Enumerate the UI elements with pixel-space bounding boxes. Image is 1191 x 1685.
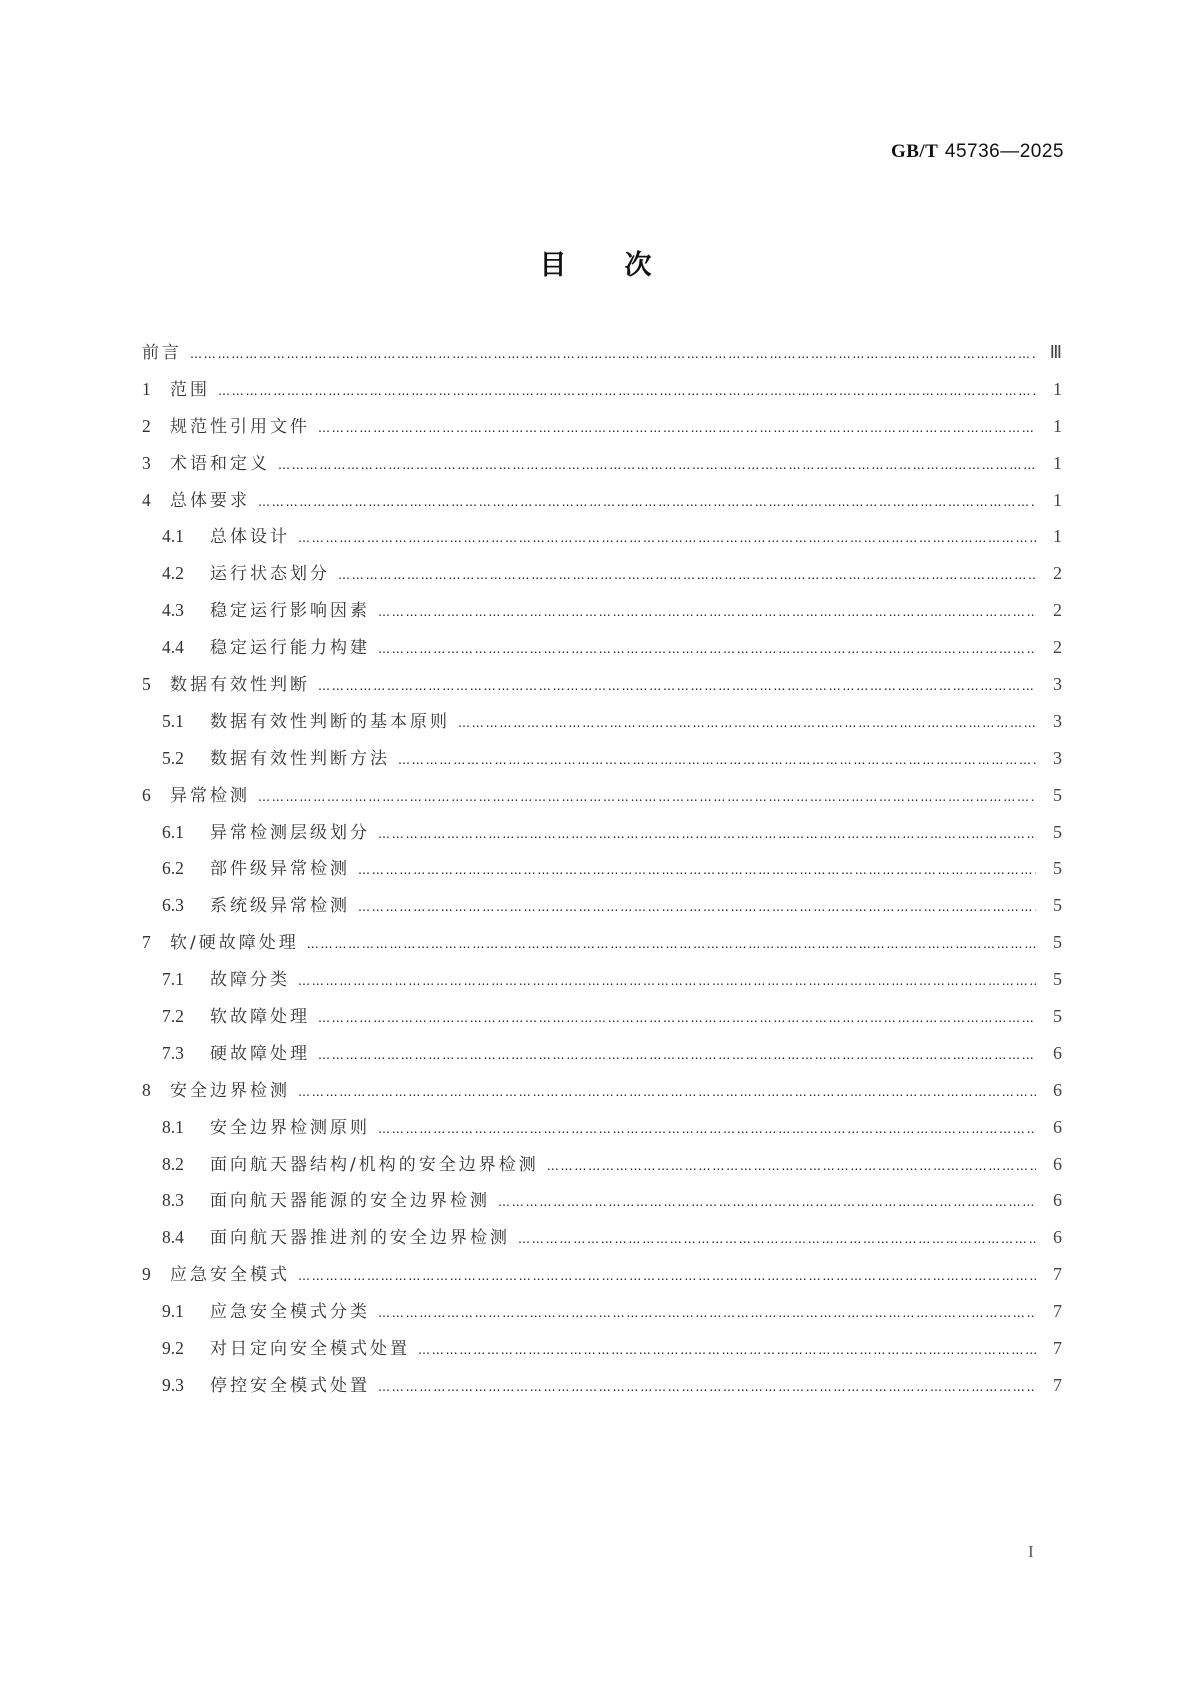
toc-entry-page: 6	[1053, 1079, 1062, 1100]
toc-entry-title[interactable]: 安全边界检测原则	[210, 1117, 370, 1138]
table-of-contents	[142, 338, 1062, 1408]
toc-entry[interactable]	[142, 1223, 1062, 1260]
dot-leader	[418, 1343, 1036, 1357]
dot-leader	[258, 790, 1036, 804]
toc-entry[interactable]	[142, 1186, 1062, 1223]
toc-entry-title[interactable]: 硬故障处理	[210, 1043, 310, 1064]
toc-entry[interactable]	[142, 338, 1062, 375]
dot-leader	[398, 753, 1036, 767]
toc-entry-number: 7.3	[162, 1042, 184, 1063]
toc-entry[interactable]	[142, 1150, 1062, 1187]
toc-entry-page: 7	[1053, 1301, 1062, 1322]
toc-entry-title[interactable]: 稳定运行能力构建	[210, 638, 370, 659]
toc-entry-title[interactable]: 前言	[142, 343, 182, 363]
toc-entry-title[interactable]: 系统级异常检测	[210, 896, 350, 917]
toc-entry-number: 8	[142, 1079, 151, 1100]
dot-leader	[458, 716, 1036, 730]
standard-prefix: GB/T	[890, 141, 939, 162]
toc-entry[interactable]	[142, 1113, 1062, 1150]
toc-entry-number: 9.2	[162, 1338, 184, 1359]
toc-entry-page: 1	[1053, 526, 1062, 547]
dot-leader	[318, 421, 1036, 435]
toc-entry-number: 4.4	[162, 637, 184, 658]
toc-entry[interactable]	[142, 1371, 1062, 1408]
toc-entry-page: 7	[1053, 1374, 1062, 1395]
toc-entry-title[interactable]: 数据有效性判断	[170, 675, 310, 696]
toc-entry-number: 7.1	[162, 969, 184, 990]
toc-entry-title[interactable]: 部件级异常检测	[210, 859, 350, 880]
toc-entry[interactable]	[142, 891, 1062, 928]
toc-entry-page: 2	[1053, 563, 1062, 584]
toc-entry-page: 6	[1053, 1227, 1062, 1248]
toc-entry-number: 9.3	[162, 1374, 184, 1395]
toc-entry-title[interactable]: 异常检测	[170, 785, 250, 806]
toc-entry-title[interactable]: 安全边界检测	[170, 1080, 290, 1101]
dot-leader	[378, 1380, 1036, 1394]
toc-entry[interactable]	[142, 1039, 1062, 1076]
dot-leader	[547, 1159, 1036, 1173]
dot-leader	[358, 900, 1036, 914]
toc-entry-number: 8.4	[162, 1227, 184, 1248]
toc-entry-page: 5	[1053, 821, 1062, 842]
toc-entry-page: 2	[1053, 637, 1062, 658]
toc-entry[interactable]	[142, 670, 1062, 707]
dot-leader	[278, 458, 1036, 472]
toc-entry-number: 4.2	[162, 563, 184, 584]
toc-entry-page: 1	[1053, 452, 1062, 473]
toc-entry-number: 3	[142, 452, 151, 473]
dot-leader	[307, 937, 1036, 951]
standard-code	[891, 140, 1064, 163]
toc-entry[interactable]	[142, 928, 1062, 965]
standard-number: 45736—2025	[944, 141, 1064, 162]
toc-entry-number: 5.1	[162, 710, 184, 731]
toc-entry-page: 6	[1053, 1153, 1062, 1174]
toc-entry-number: 1	[142, 378, 151, 399]
dot-leader	[518, 1232, 1036, 1246]
toc-entry[interactable]	[142, 707, 1062, 744]
toc-entry-title[interactable]: 稳定运行影响因素	[210, 601, 370, 622]
toc-entry-page: 6	[1053, 1116, 1062, 1137]
dot-leader	[298, 1269, 1036, 1283]
dot-leader	[298, 974, 1036, 988]
toc-entry-page: 5	[1053, 969, 1062, 990]
dot-leader	[298, 1085, 1036, 1099]
toc-entry[interactable]	[142, 1297, 1062, 1334]
toc-entry-page: 5	[1053, 858, 1062, 879]
toc-entry[interactable]	[142, 1002, 1062, 1039]
toc-entry-number: 4.1	[162, 526, 184, 547]
toc-entry-title[interactable]: 对日定向安全模式处置	[210, 1339, 410, 1360]
toc-entry-title[interactable]: 面向航天器结构/机构的安全边界检测	[210, 1154, 539, 1175]
toc-entry-page: 3	[1053, 710, 1062, 731]
toc-entry-number: 7	[142, 932, 151, 953]
toc-entry-title[interactable]: 应急安全模式分类	[210, 1302, 370, 1323]
toc-entry-number: 4.3	[162, 600, 184, 621]
toc-entry-number: 9	[142, 1264, 151, 1285]
toc-entry-page: 5	[1053, 895, 1062, 916]
dot-leader	[378, 827, 1036, 841]
toc-entry[interactable]	[142, 449, 1062, 486]
toc-entry-page: 2	[1053, 600, 1062, 621]
toc-entry-page: 1	[1053, 378, 1062, 399]
toc-entry-page: 5	[1053, 932, 1062, 953]
toc-entry[interactable]	[142, 1076, 1062, 1113]
toc-entry-title[interactable]: 数据有效性判断的基本原则	[210, 711, 450, 732]
toc-entry-number: 5.2	[162, 747, 184, 768]
dot-leader	[218, 384, 1036, 398]
toc-entry-number: 8.1	[162, 1116, 184, 1137]
toc-entry-number: 6.1	[162, 821, 184, 842]
toc-entry-page: 5	[1053, 784, 1062, 805]
toc-entry-number: 6.2	[162, 858, 184, 879]
toc-entry-page: 1	[1053, 415, 1062, 436]
dot-leader	[498, 1195, 1036, 1209]
toc-entry-title[interactable]: 软故障处理	[210, 1007, 310, 1028]
toc-entry-number: 4	[142, 489, 151, 510]
toc-entry-page: 7	[1053, 1264, 1062, 1285]
dot-leader	[378, 1306, 1036, 1320]
toc-entry[interactable]	[142, 412, 1062, 449]
toc-entry[interactable]	[142, 559, 1062, 596]
toc-entry-title[interactable]: 面向航天器推进剂的安全边界检测	[210, 1228, 510, 1249]
toc-entry-page: 7	[1053, 1338, 1062, 1359]
toc-entry-page: 3	[1053, 747, 1062, 768]
toc-entry-title[interactable]: 总体设计	[210, 527, 290, 548]
toc-entry-title[interactable]: 术语和定义	[170, 453, 270, 474]
toc-entry-page: 5	[1053, 1006, 1062, 1027]
page-title: 目次	[539, 250, 710, 281]
toc-entry[interactable]	[142, 1334, 1062, 1371]
toc-entry-page: 1	[1053, 489, 1062, 510]
dot-leader	[258, 495, 1036, 509]
toc-entry-title[interactable]: 规范性引用文件	[170, 416, 310, 437]
dot-leader	[378, 605, 1036, 619]
toc-entry-title[interactable]: 运行状态划分	[210, 564, 330, 585]
dot-leader	[190, 347, 1036, 361]
page-number: I	[1028, 1542, 1034, 1561]
dot-leader	[318, 1048, 1036, 1062]
toc-entry-title[interactable]: 范围	[170, 379, 210, 400]
toc-entry[interactable]	[142, 781, 1062, 818]
toc-entry-page: 6	[1053, 1042, 1062, 1063]
toc-entry-title[interactable]: 应急安全模式	[170, 1265, 290, 1286]
toc-entry-number: 5	[142, 674, 151, 695]
toc-entry-number: 7.2	[162, 1006, 184, 1027]
toc-entry-page: 6	[1053, 1190, 1062, 1211]
toc-entry[interactable]	[142, 854, 1062, 891]
toc-entry-title[interactable]: 总体要求	[170, 490, 250, 511]
toc-entry[interactable]	[142, 375, 1062, 412]
toc-entry[interactable]	[142, 596, 1062, 633]
toc-entry-title[interactable]: 异常检测层级划分	[210, 822, 370, 843]
toc-entry-title[interactable]: 软/硬故障处理	[170, 933, 299, 954]
toc-entry-number: 6	[142, 784, 151, 805]
toc-entry[interactable]	[142, 744, 1062, 781]
dot-leader	[298, 531, 1036, 545]
dot-leader	[378, 1122, 1036, 1136]
dot-leader	[378, 642, 1036, 656]
dot-leader	[338, 568, 1036, 582]
toc-entry-number: 9.1	[162, 1301, 184, 1322]
toc-entry-number: 2	[142, 415, 151, 436]
toc-entry[interactable]	[142, 965, 1062, 1002]
toc-entry[interactable]	[142, 486, 1062, 523]
toc-entry-title[interactable]: 停控安全模式处置	[210, 1375, 370, 1396]
dot-leader	[318, 1011, 1036, 1025]
toc-entry-number: 8.3	[162, 1190, 184, 1211]
toc-entry-title[interactable]: 故障分类	[210, 970, 290, 991]
toc-entry-page: 3	[1053, 674, 1062, 695]
toc-entry-title[interactable]: 面向航天器能源的安全边界检测	[210, 1191, 490, 1212]
dot-leader	[318, 679, 1036, 693]
toc-entry[interactable]	[142, 522, 1062, 559]
dot-leader	[358, 863, 1036, 877]
toc-entry-title[interactable]: 数据有效性判断方法	[210, 748, 390, 769]
toc-entry[interactable]	[142, 818, 1062, 855]
toc-entry-page: Ⅲ	[1049, 342, 1062, 362]
toc-entry[interactable]	[142, 1260, 1062, 1297]
toc-entry-number: 6.3	[162, 895, 184, 916]
toc-entry-number: 8.2	[162, 1153, 184, 1174]
toc-entry[interactable]	[142, 633, 1062, 670]
